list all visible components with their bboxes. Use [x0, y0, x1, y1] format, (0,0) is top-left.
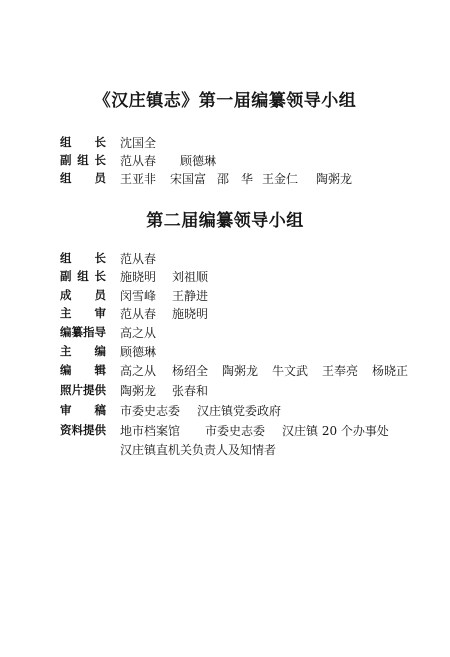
member-name: 沈国全	[120, 136, 157, 150]
member-name: 顾德琳	[180, 154, 217, 168]
role-label: 组长	[60, 251, 106, 265]
role-label: 主编	[60, 344, 106, 358]
member-name: 高之从	[120, 364, 157, 378]
role-label: 编辑	[60, 363, 106, 377]
member-name: 宋国富	[170, 172, 207, 186]
member-name: 施晓明	[120, 270, 157, 284]
member-name: 范从春	[120, 307, 157, 321]
member-name: 高之从	[120, 326, 157, 340]
organization-name: 地市档案馆	[120, 424, 181, 438]
role-label: 副组长	[60, 153, 106, 167]
data-providers-continuation: 汉庄镇直机关负责人及知情者	[120, 443, 277, 457]
organization-name: 市委史志委	[120, 404, 181, 418]
member-name: 顾德琳	[120, 345, 157, 359]
organization-name: 市委史志委	[205, 424, 266, 438]
member-name: 王静进	[172, 289, 209, 303]
role-label: 编纂指导	[60, 325, 106, 339]
member-name: 杨绍全	[172, 364, 209, 378]
organization-name: 汉庄镇党委政府	[197, 404, 282, 418]
member-name: 陶粥龙	[222, 364, 259, 378]
member-name: 范从春	[120, 154, 157, 168]
member-name: 张春和	[172, 384, 209, 398]
member-name: 王金仁	[262, 172, 299, 186]
member-name: 闵雪峰	[120, 289, 157, 303]
first-committee-title: 《汉庄镇志》第一届编纂领导小组	[93, 91, 357, 111]
role-label: 组长	[60, 135, 106, 149]
organization-name: 汉庄镇 20 个办事处	[282, 424, 389, 438]
member-name: 刘祖顺	[172, 270, 209, 284]
member-name: 杨晓正	[372, 364, 409, 378]
role-label: 主审	[60, 306, 106, 320]
role-label: 副组长	[60, 269, 106, 283]
role-label: 成员	[60, 288, 106, 302]
member-name: 陶粥龙	[120, 384, 157, 398]
member-name: 王亚非	[120, 172, 157, 186]
member-name: 陶粥龙	[316, 172, 353, 186]
member-name: 施晓明	[172, 307, 209, 321]
member-name: 范从春	[120, 252, 157, 266]
role-label: 审稿	[60, 403, 106, 417]
role-label: 照片提供	[60, 383, 106, 397]
role-label: 资料提供	[60, 423, 106, 437]
member-name: 牛文武	[272, 364, 309, 378]
second-committee-title: 第二届编纂领导小组	[146, 211, 304, 231]
member-name: 邵 华	[217, 172, 254, 186]
member-name: 王奉亮	[322, 364, 359, 378]
role-label: 组员	[60, 171, 106, 185]
